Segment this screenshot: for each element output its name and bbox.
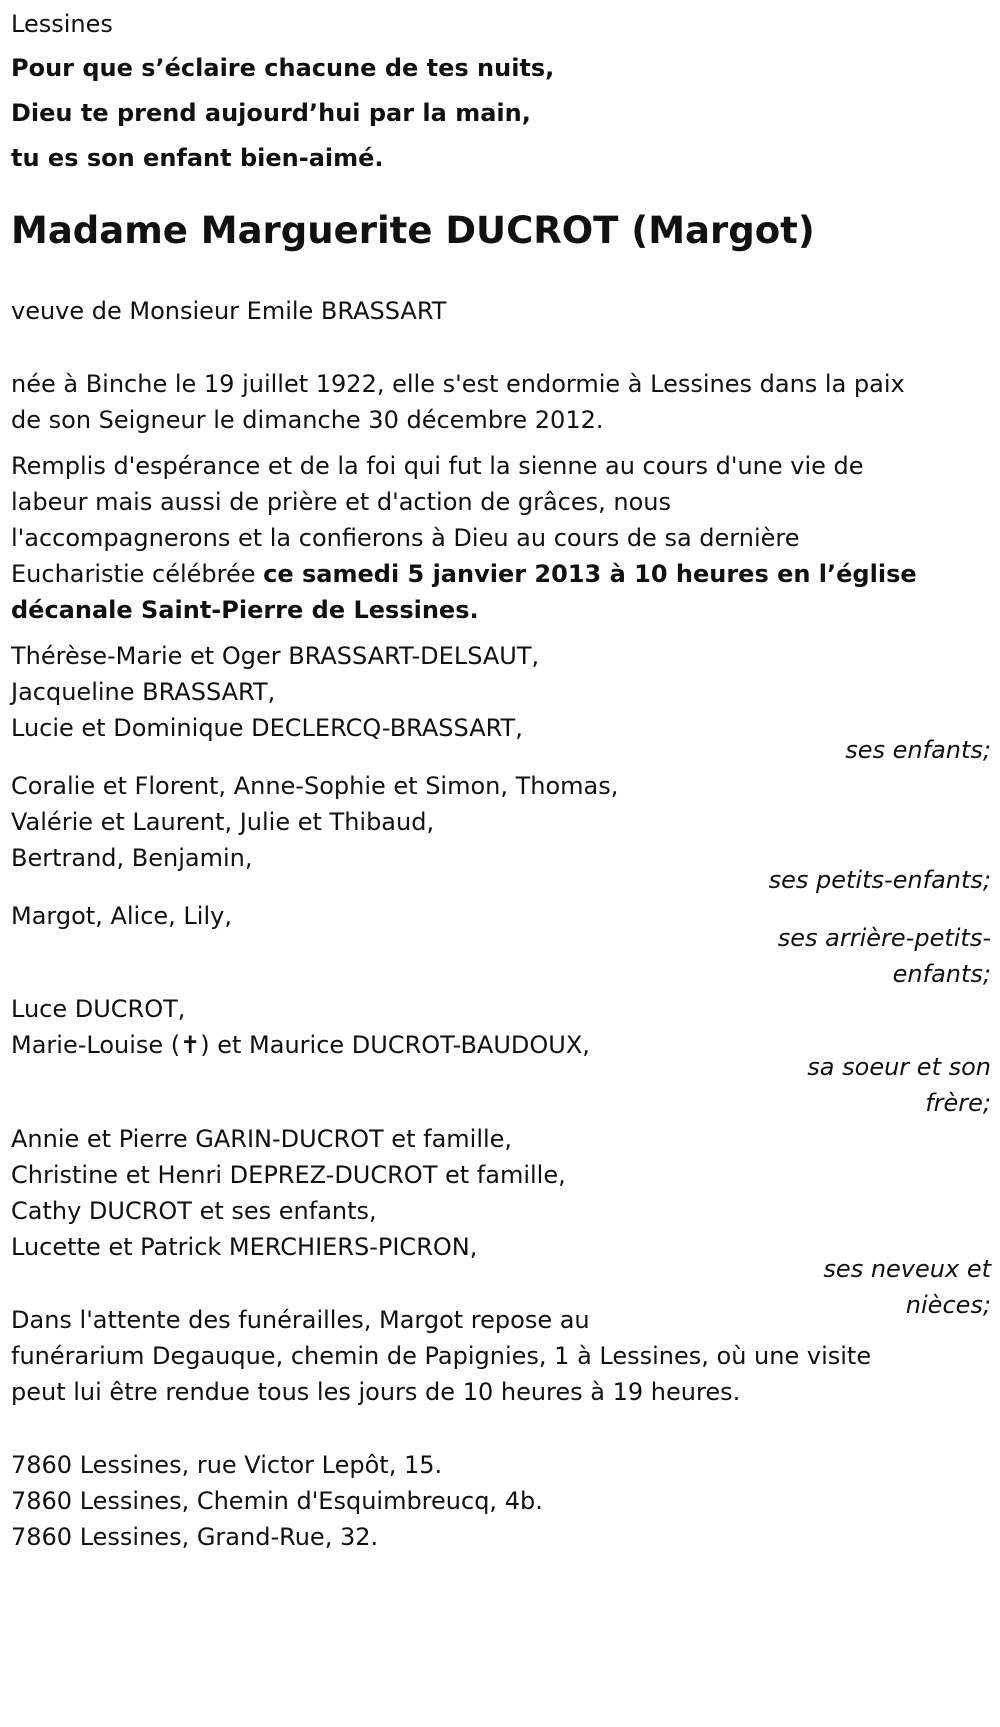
text-line: Dans l'attente des funérailles, Margot repose au xyxy=(11,1306,590,1334)
family-name-line: Luce DUCROT, xyxy=(11,995,186,1023)
family-name-line: Lucie et Dominique DECLERCQ-BRASSART, xyxy=(11,714,523,742)
address-line: 7860 Lessines, Chemin d'Esquimbreucq, 4b. xyxy=(11,1487,543,1515)
address-line: 7860 Lessines, Grand-Rue, 32. xyxy=(11,1523,379,1551)
text-line: de son Seigneur le dimanche 30 décembre 2012. xyxy=(11,406,604,434)
deceased-name-title: Madame Marguerite DUCROT (Margot) xyxy=(11,209,815,252)
relation-label: nièces; xyxy=(905,1291,991,1319)
text-line xyxy=(11,554,917,594)
ceremony-details: ce samedi 5 janvier 2013 à 10 heures en l’église xyxy=(263,560,917,588)
family-name-line: Bertrand, Benjamin, xyxy=(11,844,253,872)
text-plain: Eucharistie célébrée xyxy=(11,560,264,588)
relation-label: ses enfants; xyxy=(845,736,991,764)
relation-label: sa soeur et son xyxy=(807,1053,991,1081)
family-name-line: Margot, Alice, Lily, xyxy=(11,902,232,930)
family-name-line: Thérèse-Marie et Oger BRASSART-DELSAUT, xyxy=(11,642,540,670)
address-line: 7860 Lessines, rue Victor Lepôt, 15. xyxy=(11,1451,443,1479)
poem-line: tu es son enfant bien-aimé. xyxy=(11,144,384,172)
relation-label: ses neveux et xyxy=(823,1255,991,1283)
ceremony-location: décanale Saint-Pierre de Lessines. xyxy=(11,596,479,624)
family-name-line: Jacqueline BRASSART, xyxy=(11,678,276,706)
text-line: l'accompagnerons et la confierons à Dieu au cours de sa dernière xyxy=(11,524,800,552)
relation-label: ses arrière-petits- xyxy=(777,924,991,952)
widow-line: veuve de Monsieur Emile BRASSART xyxy=(11,297,447,325)
text-line: née à Binche le 19 juillet 1922, elle s'est endormie à Lessines dans la paix xyxy=(11,370,905,398)
family-name-line: Coralie et Florent, Anne-Sophie et Simon, Thomas, xyxy=(11,772,619,800)
family-name-line: Marie-Louise (✝) et Maurice DUCROT-BAUDOUX, xyxy=(11,1031,590,1059)
family-name-line: Valérie et Laurent, Julie et Thibaud, xyxy=(11,808,435,836)
family-name-line: Cathy DUCROT et ses enfants, xyxy=(11,1197,377,1225)
poem-line: Pour que s’éclaire chacune de tes nuits, xyxy=(11,54,555,82)
text-line: peut lui être rendue tous les jours de 10 heures à 19 heures. xyxy=(11,1378,741,1406)
family-name-line: Lucette et Patrick MERCHIERS-PICRON, xyxy=(11,1233,478,1261)
relation-label: enfants; xyxy=(892,960,991,988)
family-name-line: Christine et Henri DEPREZ-DUCROT et famille, xyxy=(11,1161,566,1189)
family-name-line: Annie et Pierre GARIN-DUCROT et famille, xyxy=(11,1125,513,1153)
poem-line: Dieu te prend aujourd’hui par la main, xyxy=(11,99,531,127)
relation-label: frère; xyxy=(925,1089,991,1117)
text-line: funérarium Degauque, chemin de Papignies, 1 à Lessines, où une visite xyxy=(11,1342,872,1370)
relation-label: ses petits-enfants; xyxy=(768,866,991,894)
location-header: Lessines xyxy=(11,10,113,38)
text-line: labeur mais aussi de prière et d'action de grâces, nous xyxy=(11,488,671,516)
text-line: Remplis d'espérance et de la foi qui fut la sienne au cours d'une vie de xyxy=(11,452,864,480)
